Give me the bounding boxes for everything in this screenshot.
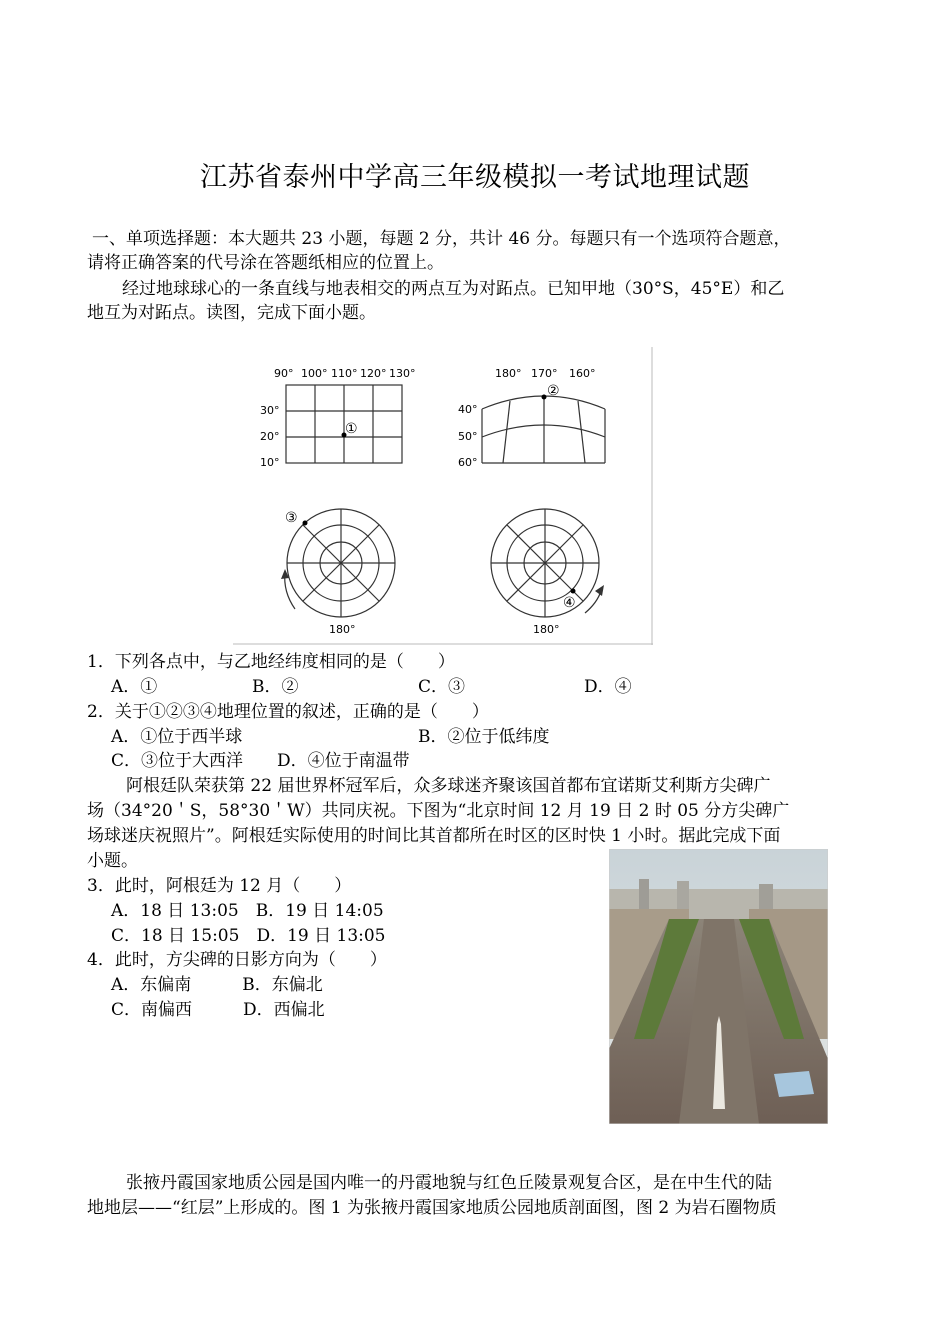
- grid-lon-110: 110°: [331, 367, 358, 380]
- q2-options-cd: C．③位于大西洋 D．④位于南温带: [111, 751, 410, 771]
- q1-option-a: A．①: [111, 677, 158, 697]
- curve-point-label: ②: [547, 383, 560, 399]
- grid-lat-20: 20°: [260, 430, 280, 443]
- q4-options-cd: C．南偏西 D．西偏北: [111, 1000, 325, 1020]
- section-intro-line-1: 一、单项选择题：本大题共 23 小题，每题 2 分，共计 46 分。每题只有一个选项符合题意，: [92, 229, 791, 249]
- passage2-line-1: 阿根廷队荣获第 22 届世界杯冠军后，众多球迷齐聚该国首都布宜诺斯艾利斯方尖碑广: [126, 776, 771, 796]
- curve-lon-180: 180°: [495, 367, 522, 380]
- q2-option-b: B．②位于低纬度: [418, 727, 550, 747]
- passage3-line-1: 张掖丹霞国家地质公园是国内唯一的丹霞地貌与红色丘陵景观复合区，是在中生代的陆: [126, 1173, 772, 1193]
- q3-options-ab: A．18 日 13:05 B．19 日 14:05: [111, 901, 384, 921]
- obelisk-crowd-photo: [609, 849, 828, 1124]
- q1-option-b: B．②: [252, 677, 299, 697]
- passage2-line-4: 小题。: [87, 851, 138, 871]
- section-intro-line-2: 请将正确答案的代号涂在答题纸相应的位置上。: [87, 253, 444, 273]
- polar-b-180: 180°: [533, 623, 560, 636]
- curve-lat-50: 50°: [458, 430, 478, 443]
- q4-options-ab: A．东偏南 B．东偏北: [111, 975, 323, 995]
- q2-option-a: A．①位于西半球: [111, 727, 243, 747]
- grid-lon-120: 120°: [360, 367, 387, 380]
- passage2-line-2: 场（34°20＇S，58°30＇W）共同庆祝。下图为“北京时间 12 月 19 日 2 时 05 分方尖碑广: [87, 801, 790, 821]
- polar-a-180: 180°: [329, 623, 356, 636]
- q1-option-d: D．④: [584, 677, 632, 697]
- grid-lon-130: 130°: [389, 367, 416, 380]
- grid-point-label: ①: [345, 421, 358, 437]
- q4-stem: 4．此时，方尖碑的日影方向为（ ）: [87, 950, 387, 970]
- q2-stem: 2．关于①②③④地理位置的叙述，正确的是（ ）: [87, 702, 489, 722]
- curve-lat-40: 40°: [458, 403, 478, 416]
- polar-a-point-label: ③: [285, 510, 298, 526]
- polar-b-point-label: ④: [563, 595, 576, 611]
- curve-lat-60: 60°: [458, 456, 478, 469]
- q3-stem: 3．此时，阿根廷为 12 月（ ）: [87, 876, 352, 896]
- curve-lon-160: 160°: [569, 367, 596, 380]
- coordinate-figure: [233, 347, 653, 645]
- passage3-line-2: 地地层——“红层”上形成的。图 1 为张掖丹霞国家地质公园地质剖面图，图 2 为岩石圈物质: [87, 1198, 777, 1218]
- grid-lon-90: 90°: [274, 367, 294, 380]
- grid-lon-100: 100°: [301, 367, 328, 380]
- q3-options-cd: C．18 日 15:05 D．19 日 13:05: [111, 926, 386, 946]
- passage1-line-1: 经过地球球心的一条直线与地表相交的两点互为对跖点。已知甲地（30°S，45°E）和乙: [122, 279, 785, 299]
- passage2-line-3: 场球迷庆祝照片”。阿根廷实际使用的时间比其首都所在时区的区时快 1 小时。据此完成下面: [87, 826, 781, 846]
- q1-option-c: C．③: [418, 677, 466, 697]
- curve-lon-170: 170°: [531, 367, 558, 380]
- passage1-line-2: 地互为对跖点。读图，完成下面小题。: [87, 303, 376, 323]
- q1-stem: 1．下列各点中，与乙地经纬度相同的是（ ）: [87, 652, 455, 672]
- grid-lat-10: 10°: [260, 456, 280, 469]
- page-title: 江苏省泰州中学高三年级模拟一考试地理试题: [200, 162, 750, 193]
- grid-lat-30: 30°: [260, 404, 280, 417]
